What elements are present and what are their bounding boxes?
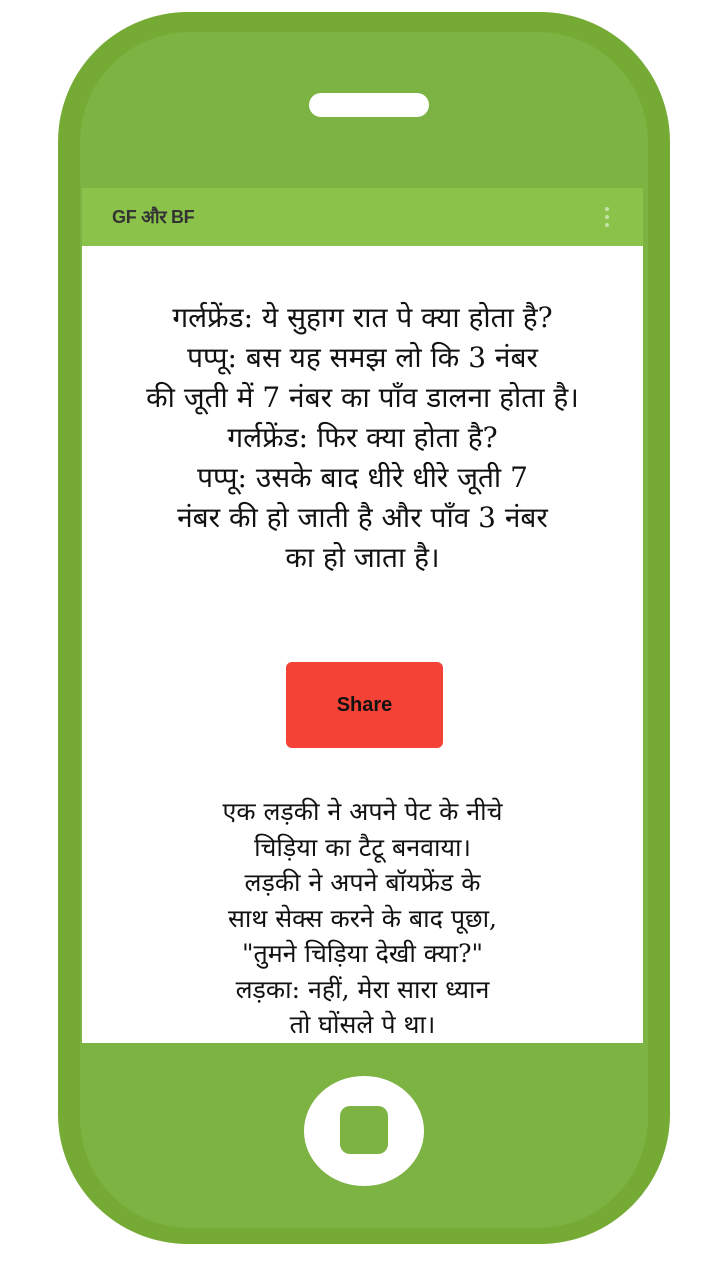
home-square-icon bbox=[340, 1106, 388, 1154]
overflow-dot bbox=[605, 207, 609, 211]
joke-text-1: गर्लफ्रेंड: ये सुहाग रात पे क्या होता है? पप्पू: बस यह समझ लो कि 3 नंबर की जूती में 7 नंबर का पाँव डालना होता है। गर्लफ्रेंड: फिर क्या होता है? पप्पू: उसके बाद धीरे धीरे जूती 7 नंबर की हो जाती है और पाँव 3 नंबर का हो जाता है। bbox=[146, 301, 579, 574]
joke-text-2: एक लड़की ने अपने पेट के नीचे चिड़िया का टैटू बनवाया। लड़की ने अपने बॉयफ्रेंड के साथ सेक्स करने के बाद पूछा, "तुमने चिड़िया देखी क्या?" लड़का: नहीं, मेरा सारा ध्यान तो घोंसले पे था। bbox=[222, 797, 503, 1039]
overflow-dot bbox=[605, 223, 609, 227]
app-title: GF और BF bbox=[112, 207, 195, 227]
phone-speaker bbox=[309, 93, 429, 117]
overflow-dot bbox=[605, 215, 609, 219]
share-button[interactable]: Share bbox=[286, 662, 443, 748]
app-bar bbox=[82, 188, 643, 246]
more-vert-icon[interactable] bbox=[597, 202, 617, 232]
app-screen bbox=[82, 188, 643, 1043]
